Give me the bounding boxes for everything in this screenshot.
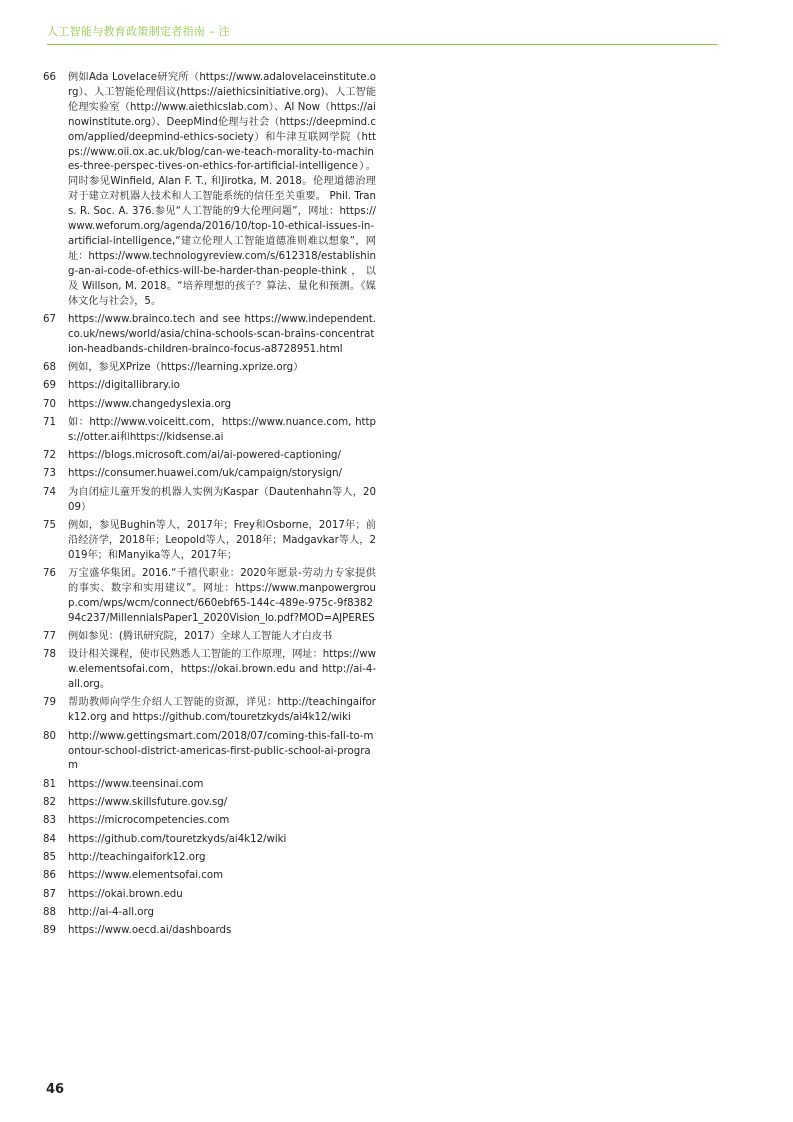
endnote-text: https://www.teensinai.com <box>68 778 204 790</box>
endnote-item <box>43 449 376 464</box>
endnote-text: 例如参见：(腾讯研究院，2017）全球人工智能人才白皮书 <box>68 631 333 643</box>
endnote-number: 72 <box>43 450 56 462</box>
endnote-text: 例如，参见Bughin等人，2017年；Frey和Osborne，2017年；前沿经济学，2018年；Leopold等人，2018年；Madgavkar等人，2019年；和Manyika等人，2017年； <box>68 519 376 561</box>
endnote-number: 85 <box>43 851 56 863</box>
endnote-number: 88 <box>43 906 56 918</box>
endnote-item <box>43 630 376 645</box>
endnote-text: https://www.elementsofai.com <box>68 870 224 882</box>
endnote-item <box>43 924 376 939</box>
endnote-number: 76 <box>43 568 56 579</box>
endnote-number: 78 <box>43 649 56 661</box>
endnote-text: 例如，参见XPrize（https://learning.xprize.org） <box>68 362 304 373</box>
endnote-item <box>43 486 376 516</box>
endnote-item <box>43 696 376 726</box>
endnote-number: 82 <box>43 797 56 809</box>
endnote-item <box>43 648 376 693</box>
endnote-number: 69 <box>43 380 56 392</box>
endnote-item <box>43 416 376 446</box>
page-number: 46 <box>46 1082 65 1097</box>
endnote-item <box>43 361 376 376</box>
endnote-text: https://consumer.huawei.com/uk/campaign/storysign/ <box>68 468 342 480</box>
endnote-number: 67 <box>43 313 56 325</box>
endnote-item <box>43 869 376 884</box>
endnote-text: 万宝盛华集团。2016.“千禧代职业：2020年愿景-劳动力专家提供的事实、数字和实用建议”。网址：https://www.manpowergroup.com/wps/wcm/connect/660ebf65-144c-489e-975c-9f838294c237/MillennialsPaper1_2020Vision_lo.pdf?MOD=AJPERES <box>68 568 376 624</box>
endnote-number: 81 <box>43 778 56 790</box>
endnote-item <box>43 730 376 775</box>
endnote-number: 70 <box>43 398 56 410</box>
endnote-text: http://ai-4-all.org <box>68 906 154 918</box>
endnote-item <box>43 71 376 310</box>
endnote-item <box>43 906 376 921</box>
endnote-text: https://github.com/touretzkyds/ai4k12/wiki <box>68 833 287 845</box>
endnotes-list <box>43 71 376 942</box>
endnote-text: http://www.gettingsmart.com/2018/07/coming-this-fall-to-montour-school-district-americas-first-public-school-ai-program <box>68 730 374 772</box>
endnote-number: 71 <box>43 416 56 428</box>
endnote-number: 74 <box>43 486 56 498</box>
endnote-number: 68 <box>43 362 56 373</box>
endnote-item <box>43 398 376 413</box>
endnote-number: 75 <box>43 519 56 531</box>
endnote-item <box>43 379 376 394</box>
endnote-number: 87 <box>43 888 56 900</box>
endnote-text: 如：http://www.voiceitt.com，https://www.nuance.com, https://otter.ai和https://kidsense.ai <box>68 416 376 443</box>
endnote-number: 79 <box>43 697 56 709</box>
endnote-number: 89 <box>43 925 56 937</box>
endnote-text: 帮助教师向学生介绍人工智能的资源，详见：http://teachingaifork12.org and https://github.com/touretzkyds/ai4k12/wiki <box>68 697 376 724</box>
endnote-item <box>43 519 376 564</box>
endnote-text: https://www.changedyslexia.org <box>68 398 232 410</box>
endnote-text: http://teachingaifork12.org <box>68 851 206 863</box>
header-divider <box>47 44 718 45</box>
endnote-text: https://okai.brown.edu <box>68 888 183 900</box>
endnote-number: 80 <box>43 730 56 742</box>
endnote-number: 77 <box>43 631 56 643</box>
endnote-number: 66 <box>43 72 56 83</box>
endnote-number: 84 <box>43 833 56 845</box>
endnote-item <box>43 814 376 829</box>
endnote-item <box>43 833 376 848</box>
endnote-item <box>43 851 376 866</box>
endnote-number: 83 <box>43 815 56 827</box>
endnote-text: 设计相关课程，使市民熟悉人工智能的工作原理，网址：https://www.elementsofai.com，https://okai.brown.edu and http://ai-4-all.org。 <box>68 649 376 691</box>
running-header: 人工智能与教育政策制定者指南 – 注 <box>47 25 230 38</box>
endnote-item <box>43 796 376 811</box>
endnote-text: https://www.skillsfuture.gov.sg/ <box>68 797 228 809</box>
endnote-item <box>43 888 376 903</box>
endnote-item <box>43 313 376 358</box>
endnote-item <box>43 778 376 793</box>
endnote-text: 例如Ada Lovelace研究所（https://www.adalovelaceinstitute.org）、人工智能伦理倡议(https://aiethicsinitiative.org)、人工智能伦理实验室（http://www.aiethicslab.com）、AI Now（https://ainowinstitute.org）、DeepMind伦理与社会（https://deepmind.com/applied/deepmind-ethics-society）和牛津互联网学院（https://www.oii.ox.ac.uk/blog/can-we-teach-morality-to-machines-three-perspec-tives-on-ethics-for-artificial-intelligence）。同时参见Winfield, Alan F. T., 和Jirotka, M. 2018。伦理道德治理对于建立对机器人技术和人工智能系统的信任至关重要。 Phil. Trans. R. Soc. A. 376.参见“人工智能的9大伦理问题”，网址：https://www.weforum.org/agenda/2016/10/top-10-ethical-issues-in-artificial-intelligence,“建立伦理人工智能道德准则难以想象”，网址：https://www.technologyreview.com/s/612318/establishing-an-ai-code-of-ethics-will-be-harder-than-people-think，以及 Willson, M. 2018。“培养理想的孩子？算法、量化和预测。《媒体文化与社会》，5。 <box>68 72 376 307</box>
endnote-text: https://digitallibrary.io <box>68 380 180 392</box>
endnote-text: https://microcompetencies.com <box>68 815 230 827</box>
endnote-text: https://www.oecd.ai/dashboards <box>68 925 232 937</box>
endnote-text: 为自闭症儿童开发的机器人实例为Kaspar（Dautenhahn等人，2009） <box>68 486 376 513</box>
endnote-item <box>43 567 376 627</box>
endnote-text: https://www.brainco.tech and see https://www.independent.co.uk/news/world/asia/china-schools-scan-brains-concentration-headbands-children-brainco-focus-a8728951.html <box>68 313 376 355</box>
endnote-item <box>43 467 376 482</box>
endnote-number: 86 <box>43 870 56 882</box>
endnote-text: https://blogs.microsoft.com/ai/ai-powered-captioning/ <box>68 450 341 462</box>
endnote-number: 73 <box>43 468 56 480</box>
